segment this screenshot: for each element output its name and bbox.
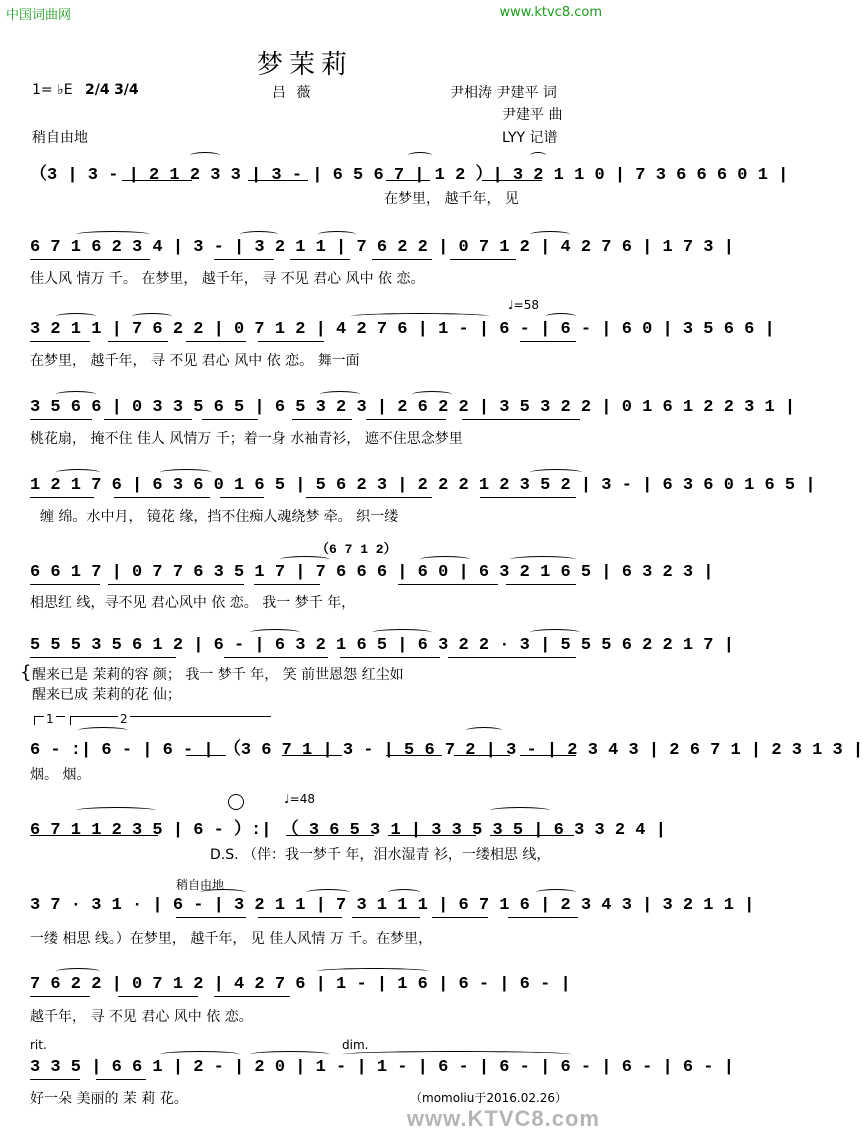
tempo-mark-48: ♩=48 [284,792,315,806]
lyrics-row-4: 桃花扇， 掩不住 佳人 风情万 千；着一身 水袖青衫， 遮不住思念梦里 [30,431,463,447]
notation-row-8: 6 - :| 6 - | 6 - | （3 6 7 1 | 3 - | 5 6 7 2 | 3 - | 2 3 4 3 | 2 6 7 1 | 2 3 1 3 | [30,741,863,760]
coda-sign-icon [228,794,244,810]
lyrics-row-9: D.S. （伴：我一梦千 年，泪水湿青 衫，一缕相思 线， [210,847,551,863]
site-watermark-url[interactable]: www.ktvc8.com [499,5,602,20]
site-watermark-cn: 中国词曲网 [6,8,72,23]
page-title: 梦茉莉 [256,50,353,80]
verse-brace: { [20,662,32,683]
lyrics-row-2: 佳人风 情万 千。 在梦里， 越千年， 寻 不见 君心 风中 依 恋。 [30,271,425,287]
volta-2-label: 2 [120,712,128,726]
lyrics-row-1: 在梦里， 越千年， 见 [384,191,519,207]
lyrics-row-3: 在梦里， 越千年， 寻 不见 君心 风中 依 恋。 舞一面 [30,353,360,369]
tempo-instruction-2: 稍自由地 [176,878,225,892]
lyrics-row-10: 一缕 相思 线。）在梦里， 越千年， 见 佳人风情 万 千。在梦里， [30,931,433,947]
notation-row-1: （3 | 3 - | 2 1 2 3 3 | 3 - | 6 5 6 7 | 1 2 ）| 3 2 1 1 0 | 7 3 6 6 6 0 1 | [30,166,789,185]
lyrics-row-6: 相思红 线，寻不见 君心风中 依 恋。 我一 梦千 年， [30,595,356,611]
lyrics-row-5: 缠 绵。水中月， 镜花 缘，挡不住痴人魂绕梦 牵。 织一缕 [40,509,399,525]
key-label: 1= ♭E [32,82,73,98]
time-signature-b: 3/4 [114,82,139,98]
volta-1-label: 1 [46,712,54,726]
notation-row-2: 6 7 1 6 2 3 4 | 3 - | 3 2 1 1 | 7 6 2 2 | 0 7 1 2 | 4 2 7 6 | 1 7 3 | [30,238,734,257]
tempo-instruction: 稍自由地 [32,130,88,146]
notation-row-4: 3 5 6 6 | 0 3 3 5 6 5 | 6 5 3 2 3 | 2 6 2 2 | 3 5 3 2 2 | 0 1 6 1 2 2 3 1 | [30,398,796,417]
notation-row-5: 1 2 1 7 6 | 6 3 6 0 1 6 5 | 5 6 2 3 | 2 2 2 1 2 3 5 2 | 3 - | 6 3 6 0 1 6 5 | [30,476,816,495]
singer: 吕 薇 [272,85,314,101]
lyrics-row-7b: 醒来已成 茉莉的花 仙； [32,687,181,703]
notation-row-7: 5 5 5 3 5 6 1 2 | 6 - | 6 3 2 1 6 5 | 6 3 2 2 · 3 | 5 5 5 6 2 2 1 7 | [30,636,734,655]
transcription-signature: （momoliu于2016.02.26） [410,1091,568,1105]
lyrics-row-12: 好一朵 美丽的 茉 莉 花。 [30,1091,188,1107]
notation-row-6: 6 6 1 7 | 0 7 7 6 3 5 1 7 | 7 6 6 6 | 6 0 | 6 3 2 1 6 5 | 6 3 2 3 | [30,563,714,582]
notation-row-10: 3 7 · 3 1 · | 6 - | 3 2 1 1 | 7 3 1 1 1 | 6 7 1 6 | 2 3 4 3 | 3 2 1 1 | [30,896,755,915]
lyrics-row-7a: 醒来已是 茉莉的容 颜； 我一 梦千 年， 笑 前世恩怨 红尘如 [32,667,404,683]
key-signature [32,82,139,98]
notation-row-12: 3 3 5 | 6 6 1 | 2 - | 2 0 | 1 - | 1 - | 6 - | 6 - | 6 - | 6 - | 6 - | [30,1058,734,1077]
composer: 尹建平 曲 [502,107,563,123]
lyricist: 尹相涛 尹建平 词 [450,85,557,101]
time-signature-a: 2/4 [85,82,110,98]
transcriber: LYY 记谱 [502,130,558,146]
bottom-watermark: www.KTVC8.com [406,1106,600,1131]
volta-bracket-2 [70,716,271,725]
notation-row-11: 7 6 2 2 | 0 7 1 2 | 4 2 7 6 | 1 - | 1 6 | 6 - | 6 - | [30,975,571,994]
notation-row-9: 6 7 1 1 2 3 5 | 6 - ）:| （ 3 6 5 3 1 | 3 3 5 3 5 | 6 3 3 2 4 | [30,821,666,840]
lyrics-row-11: 越千年， 寻 不见 君心 风中 依 恋。 [30,1009,253,1025]
ritardando-mark: rit. [30,1038,47,1052]
tempo-mark-58: ♩=58 [508,298,539,312]
ossia-notes: （6 7 1 2） [316,542,397,557]
notation-row-3: 3 2 1 1 | 7 6 2 2 | 0 7 1 2 | 4 2 7 6 | 1 - | 6 - | 6 - | 6 0 | 3 5 6 6 | [30,320,775,339]
diminuendo-mark: dim. [342,1038,369,1052]
lyrics-row-8: 烟。 烟。 [30,767,91,783]
